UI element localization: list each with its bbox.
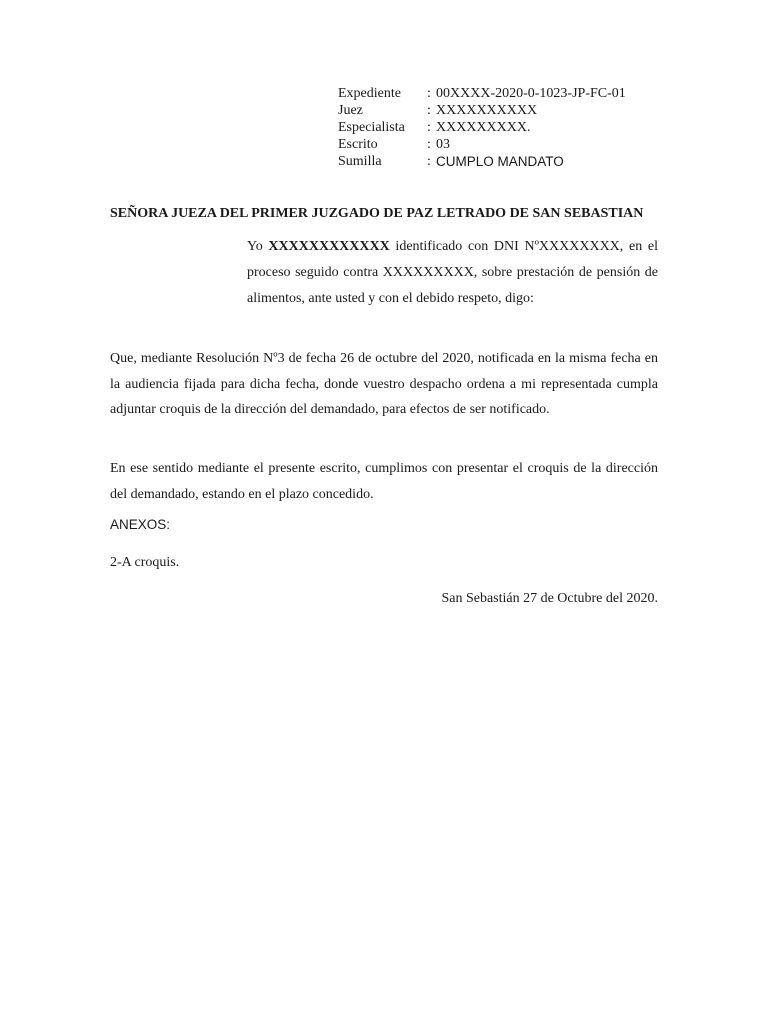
expediente-value: 00XXXX-2020-0-1023-JP-FC-01: [436, 86, 626, 101]
juez-label: Juez: [338, 103, 363, 118]
case-header-row-sumilla: [338, 153, 626, 170]
intro-rest: identificado con DNI NºXXXXXXXX, en el proceso seguido contra XXXXXXXXX, sobre prestación de pensión de alimentos, ante usted y con el debido respeto, digo:: [247, 239, 658, 306]
case-header: [338, 85, 626, 170]
escrito-separator: :: [427, 137, 431, 152]
case-header-row-juez: [338, 102, 626, 119]
especialista-label: Especialista: [338, 120, 405, 135]
especialista-value: XXXXXXXXX.: [436, 120, 531, 135]
petitioner-name: XXXXXXXXXXXX: [268, 239, 390, 254]
sumilla-value: CUMPLO MANDATO: [436, 154, 564, 169]
juez-value: XXXXXXXXXX: [436, 103, 538, 118]
expediente-label: Expediente: [338, 86, 401, 101]
juez-separator: :: [427, 103, 431, 118]
sumilla-separator: :: [427, 154, 431, 169]
case-header-row-expediente: [338, 85, 626, 102]
expediente-separator: :: [427, 86, 431, 101]
especialista-separator: :: [427, 120, 431, 135]
body-paragraph-resolution: Que, mediante Resolución Nº3 de fecha 26 de octubre del 2020, notificada en la misma fecha en la audiencia fijada para dicha fecha, donde vuestro despacho ordena a mi representada cumpla adjuntar croquis de la dirección del demandado, para efectos de ser notificado.: [110, 351, 658, 417]
annexes-title: ANEXOS:: [110, 517, 171, 532]
intro-prefix: Yo: [247, 239, 269, 254]
case-header-row-escrito: [338, 136, 626, 153]
body-paragraph-compliance: En ese sentido mediante el presente escrito, cumplimos con presentar el croquis de la dirección del demandado, estando en el plazo concedido.: [110, 461, 658, 502]
addressee-heading: SEÑORA JUEZA DEL PRIMER JUZGADO DE PAZ LETRADO DE SAN SEBASTIAN: [110, 206, 644, 221]
case-header-row-especialista: [338, 119, 626, 136]
annex-item: 2-A croquis.: [110, 555, 180, 570]
intro-paragraph: [247, 234, 658, 312]
place-date: San Sebastián 27 de Octubre del 2020.: [441, 591, 658, 606]
escrito-value: 03: [436, 137, 450, 152]
escrito-label: Escrito: [338, 137, 378, 152]
sumilla-label: Sumilla: [338, 154, 382, 169]
